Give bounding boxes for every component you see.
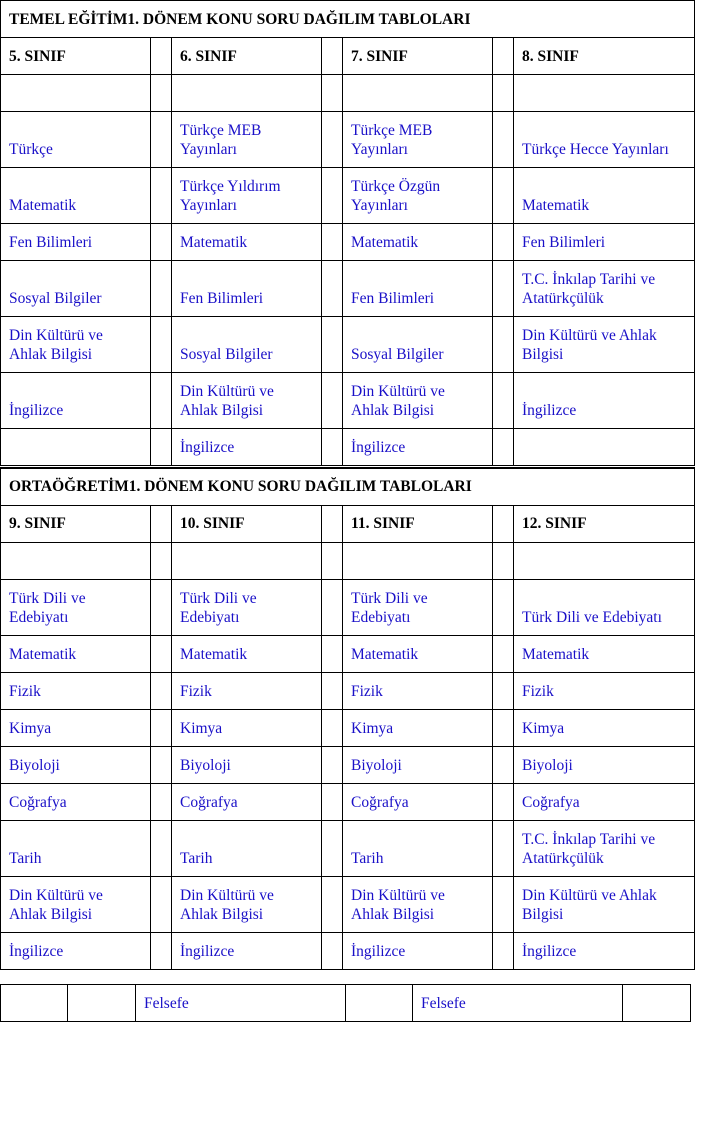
- subject-cell: İngilizce: [1, 373, 151, 429]
- spacer-cell: [151, 672, 172, 709]
- spacer-cell: [151, 112, 172, 168]
- grade-header: 8. SINIF: [514, 38, 695, 75]
- subject-cell: Kimya: [514, 709, 695, 746]
- subject-cell: Kimya: [172, 709, 322, 746]
- subject-row: [1, 709, 695, 746]
- spacer-cell: [493, 261, 514, 317]
- extra-table: [0, 984, 691, 1022]
- spacer-cell: [151, 429, 172, 466]
- subject-cell: Matematik: [1, 635, 151, 672]
- spacer-cell: [322, 505, 343, 542]
- spacer-cell: [493, 75, 514, 112]
- subject-cell: Fen Bilimleri: [343, 261, 493, 317]
- spacer-cell: [322, 168, 343, 224]
- grade-header: 12. SINIF: [514, 505, 695, 542]
- subject-cell: Kimya: [1, 709, 151, 746]
- subject-cell: Fen Bilimleri: [1, 224, 151, 261]
- subject-cell: [1, 75, 151, 112]
- subject-row: [1, 224, 695, 261]
- spacer-cell: [493, 783, 514, 820]
- subject-cell: [172, 542, 322, 579]
- spacer-cell: [322, 746, 343, 783]
- subject-cell: Türk Dili ve Edebiyatı: [343, 579, 493, 635]
- subject-row: [1, 373, 695, 429]
- subject-cell: Matematik: [172, 224, 322, 261]
- spacer-cell: [322, 542, 343, 579]
- grade-header: 6. SINIF: [172, 38, 322, 75]
- subject-cell: [343, 75, 493, 112]
- spacer-cell: [493, 932, 514, 969]
- subject-cell: İngilizce: [343, 429, 493, 466]
- subject-row: [1, 783, 695, 820]
- spacer-cell: [493, 112, 514, 168]
- subject-cell: [172, 75, 322, 112]
- subject-cell: Fizik: [172, 672, 322, 709]
- temel-title: TEMEL EĞİTİM1. DÖNEM KONU SORU DAĞILIM TABLOLARI: [1, 1, 695, 38]
- subject-cell: Türk Dili ve Edebiyatı: [172, 579, 322, 635]
- subject-cell: Sosyal Bilgiler: [1, 261, 151, 317]
- spacer-cell: [322, 709, 343, 746]
- spacer-cell: [151, 168, 172, 224]
- subject-row: [1, 317, 695, 373]
- spacer-cell: [493, 542, 514, 579]
- subject-cell: Coğrafya: [514, 783, 695, 820]
- spacer-cell: [322, 112, 343, 168]
- subject-cell: T.C. İnkılap Tarihi ve Atatürkçülük: [514, 820, 695, 876]
- spacer-cell: [151, 783, 172, 820]
- spacer-cell: [322, 876, 343, 932]
- spacer-cell: [493, 38, 514, 75]
- subject-row: [1, 429, 695, 466]
- spacer-cell: [322, 224, 343, 261]
- subject-cell: Fen Bilimleri: [172, 261, 322, 317]
- spacer-cell: [151, 876, 172, 932]
- spacer-cell: [322, 783, 343, 820]
- subject-cell: Türkçe Yıldırım Yayınları: [172, 168, 322, 224]
- subject-cell: Din Kültürü ve Ahlak Bilgisi: [514, 317, 695, 373]
- subject-row: [1, 168, 695, 224]
- spacer-cell: [493, 429, 514, 466]
- spacer-cell: [151, 542, 172, 579]
- spacer-cell: [493, 635, 514, 672]
- subject-cell: Din Kültürü ve Ahlak Bilgisi: [514, 876, 695, 932]
- subject-cell: [1, 429, 151, 466]
- spacer-cell: [493, 317, 514, 373]
- extra-cell: [68, 985, 136, 1022]
- subject-cell: Tarih: [1, 820, 151, 876]
- spacer-cell: [493, 505, 514, 542]
- subject-cell: Sosyal Bilgiler: [343, 317, 493, 373]
- spacer-cell: [151, 38, 172, 75]
- subject-cell: Kimya: [343, 709, 493, 746]
- orta-title: ORTAÖĞRETİM1. DÖNEM KONU SORU DAĞILIM TABLOLARI: [1, 468, 695, 505]
- subject-cell: [343, 542, 493, 579]
- subject-row: [1, 75, 695, 112]
- spacer-cell: [493, 746, 514, 783]
- subject-cell: [514, 429, 695, 466]
- subject-cell: Türkçe MEB Yayınları: [172, 112, 322, 168]
- subject-cell: [514, 75, 695, 112]
- subject-row: [1, 635, 695, 672]
- grade-header: 5. SINIF: [1, 38, 151, 75]
- subject-row: [1, 542, 695, 579]
- subject-cell: İngilizce: [172, 429, 322, 466]
- spacer-cell: [151, 373, 172, 429]
- extra-cell: [1, 985, 68, 1022]
- orta-header-row: [1, 505, 695, 542]
- subject-cell: İngilizce: [514, 373, 695, 429]
- subject-cell: Türkçe MEB Yayınları: [343, 112, 493, 168]
- subject-row: [1, 932, 695, 969]
- subject-cell: Türk Dili ve Edebiyatı: [1, 579, 151, 635]
- spacer-cell: [151, 746, 172, 783]
- grade-header: 10. SINIF: [172, 505, 322, 542]
- spacer-cell: [493, 224, 514, 261]
- subject-cell: Türk Dili ve Edebiyatı: [514, 579, 695, 635]
- subject-cell: Din Kültürü ve Ahlak Bilgisi: [343, 876, 493, 932]
- subject-cell: [514, 542, 695, 579]
- subject-cell: Matematik: [343, 224, 493, 261]
- spacer-cell: [322, 38, 343, 75]
- spacer-cell: [493, 168, 514, 224]
- subject-row: [1, 746, 695, 783]
- subject-cell: Fizik: [1, 672, 151, 709]
- spacer-cell: [493, 373, 514, 429]
- spacer-cell: [151, 932, 172, 969]
- subject-row: [1, 261, 695, 317]
- subject-row: [1, 820, 695, 876]
- subject-cell: Matematik: [343, 635, 493, 672]
- subject-row: [1, 112, 695, 168]
- spacer-cell: [493, 820, 514, 876]
- spacer-cell: [322, 261, 343, 317]
- spacer-cell: [322, 579, 343, 635]
- subject-row: [1, 579, 695, 635]
- grade-header: 7. SINIF: [343, 38, 493, 75]
- spacer-cell: [322, 932, 343, 969]
- ortaogretim-table: [0, 467, 695, 970]
- grade-header: 11. SINIF: [343, 505, 493, 542]
- temel-header-row: [1, 38, 695, 75]
- spacer-cell: [151, 505, 172, 542]
- subject-cell: Coğrafya: [343, 783, 493, 820]
- spacer-cell: [322, 635, 343, 672]
- subject-cell: T.C. İnkılap Tarihi ve Atatürkçülük: [514, 261, 695, 317]
- subject-cell: Biyoloji: [514, 746, 695, 783]
- subject-cell: Biyoloji: [343, 746, 493, 783]
- extra-row: [1, 985, 691, 1022]
- subject-cell: İngilizce: [172, 932, 322, 969]
- spacer-cell: [493, 709, 514, 746]
- spacer-cell: [151, 317, 172, 373]
- subject-cell: Tarih: [343, 820, 493, 876]
- subject-cell: Tarih: [172, 820, 322, 876]
- subject-cell: İngilizce: [343, 932, 493, 969]
- subject-cell: [1, 542, 151, 579]
- extra-cell: Felsefe: [136, 985, 346, 1022]
- subject-row: [1, 876, 695, 932]
- subject-cell: Din Kültürü ve Ahlak Bilgisi: [1, 876, 151, 932]
- subject-cell: İngilizce: [514, 932, 695, 969]
- subject-cell: Fizik: [514, 672, 695, 709]
- subject-cell: Matematik: [172, 635, 322, 672]
- subject-cell: Fizik: [343, 672, 493, 709]
- subject-cell: Biyoloji: [1, 746, 151, 783]
- subject-cell: Matematik: [514, 168, 695, 224]
- subject-row: [1, 672, 695, 709]
- subject-cell: İngilizce: [1, 932, 151, 969]
- spacer-cell: [151, 579, 172, 635]
- extra-cell: [623, 985, 691, 1022]
- spacer-cell: [493, 579, 514, 635]
- subject-cell: Din Kültürü ve Ahlak Bilgisi: [172, 373, 322, 429]
- spacer-cell: [151, 709, 172, 746]
- spacer-cell: [151, 75, 172, 112]
- spacer-cell: [151, 635, 172, 672]
- subject-cell: Türkçe Özgün Yayınları: [343, 168, 493, 224]
- spacer-cell: [322, 429, 343, 466]
- spacer-cell: [322, 75, 343, 112]
- subject-cell: Fen Bilimleri: [514, 224, 695, 261]
- subject-cell: Din Kültürü ve Ahlak Bilgisi: [1, 317, 151, 373]
- spacer-cell: [322, 820, 343, 876]
- subject-cell: Matematik: [514, 635, 695, 672]
- subject-cell: Türkçe: [1, 112, 151, 168]
- subject-cell: Biyoloji: [172, 746, 322, 783]
- subject-cell: Din Kültürü ve Ahlak Bilgisi: [343, 373, 493, 429]
- temel-egitim-table: [0, 0, 695, 466]
- spacer-cell: [322, 373, 343, 429]
- subject-cell: Coğrafya: [172, 783, 322, 820]
- spacer-cell: [493, 672, 514, 709]
- spacer-cell: [493, 876, 514, 932]
- spacer-cell: [151, 820, 172, 876]
- subject-cell: Din Kültürü ve Ahlak Bilgisi: [172, 876, 322, 932]
- spacer-cell: [151, 224, 172, 261]
- extra-cell: Felsefe: [413, 985, 623, 1022]
- subject-cell: Sosyal Bilgiler: [172, 317, 322, 373]
- subject-cell: Coğrafya: [1, 783, 151, 820]
- extra-cell: [346, 985, 413, 1022]
- grade-header: 9. SINIF: [1, 505, 151, 542]
- spacer-cell: [322, 317, 343, 373]
- spacer-cell: [322, 672, 343, 709]
- spacer-cell: [151, 261, 172, 317]
- subject-cell: Türkçe Hecce Yayınları: [514, 112, 695, 168]
- subject-cell: Matematik: [1, 168, 151, 224]
